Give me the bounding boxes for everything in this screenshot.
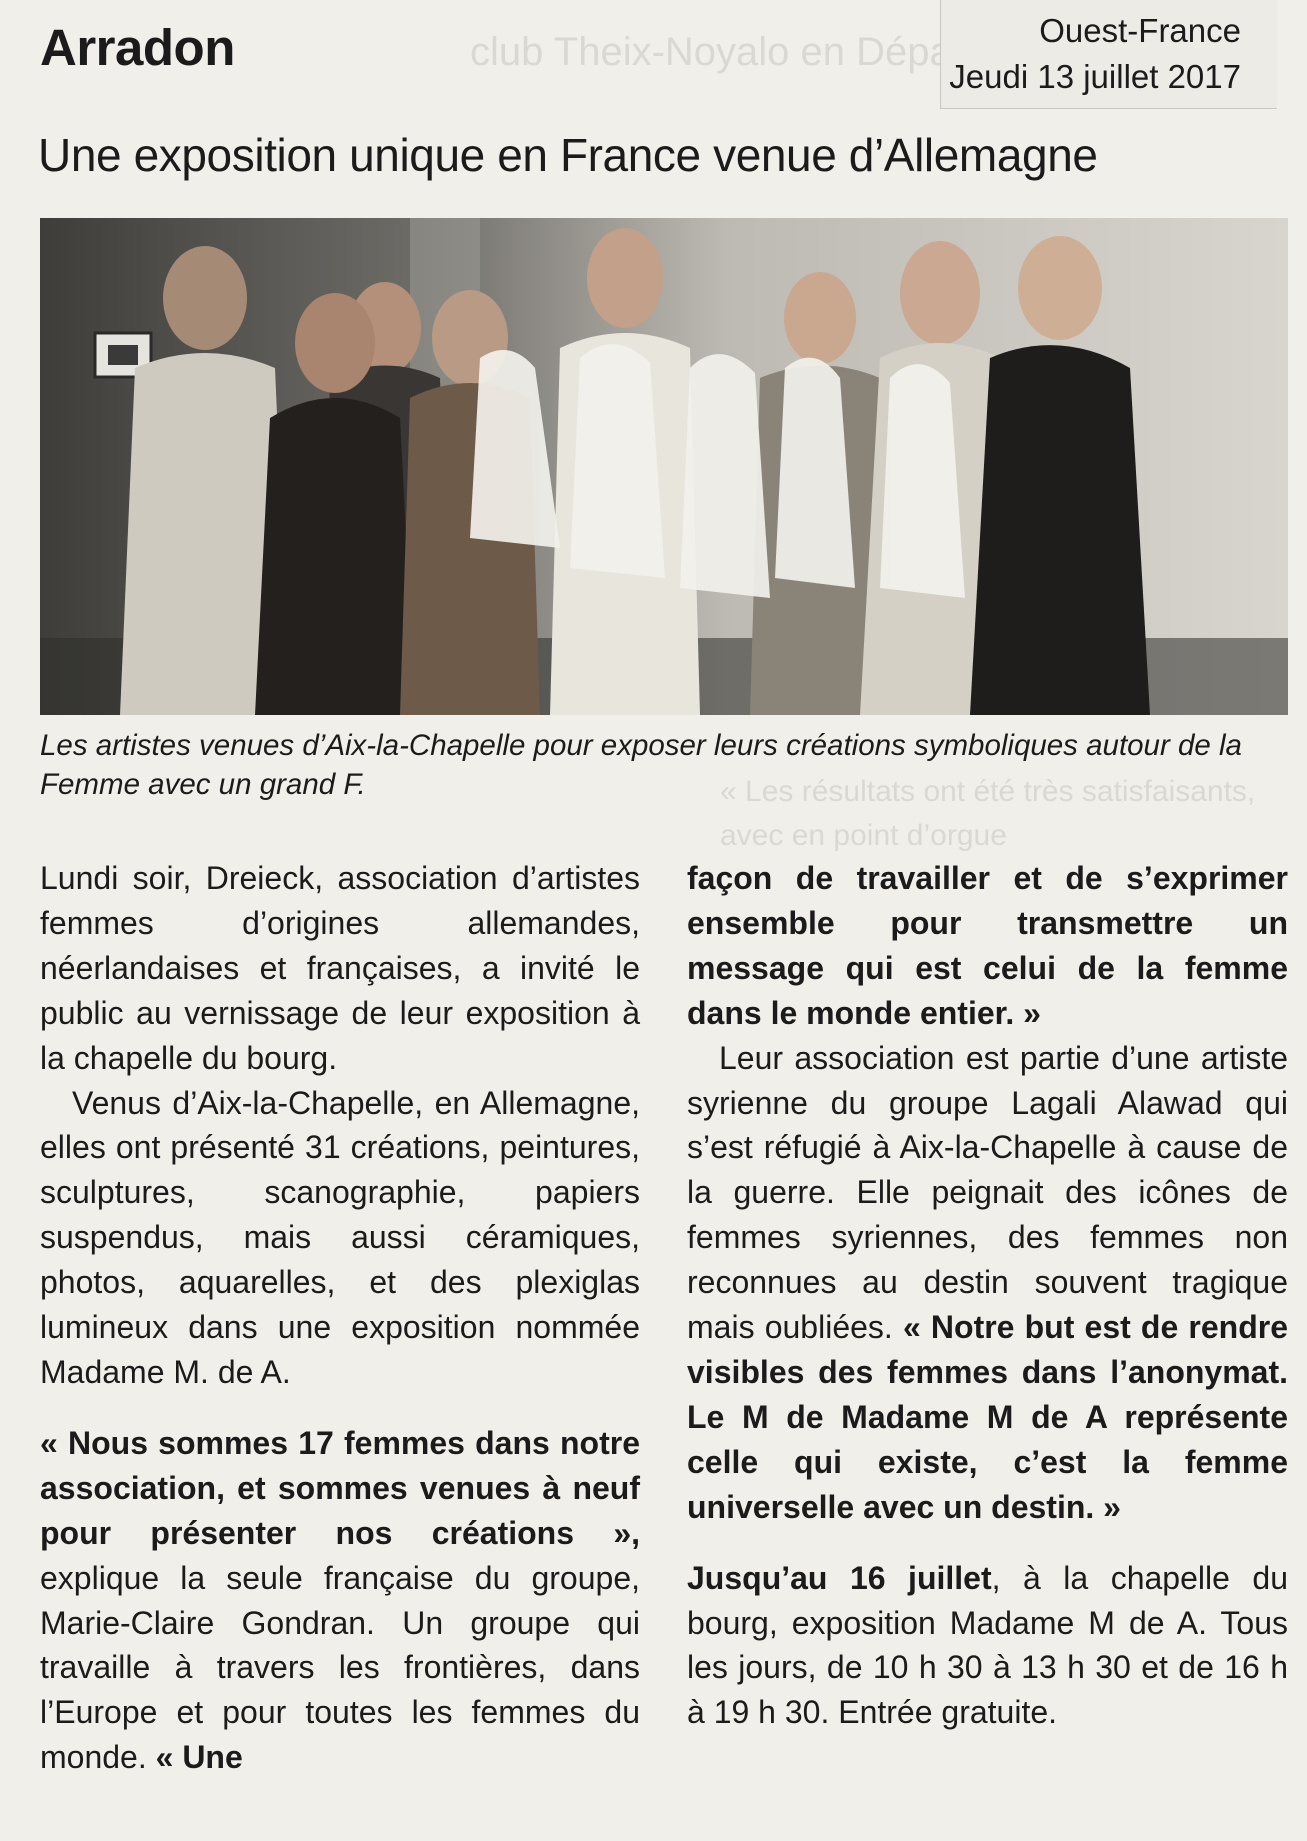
practical-info-text: , à la chapelle du bourg, exposition Madame M de A. Tous les jours, de 10 h 30 à 13 h 30 et de 16 h à 19 h 30. Entrée gratuite. xyxy=(687,1559,1289,1731)
source-date: Jeudi 13 juillet 2017 xyxy=(949,58,1241,95)
practical-info xyxy=(687,1556,1288,1736)
paragraph: Venus d’Aix-la-Chapelle, en Allemagne, elles ont présenté 31 créations, peintures, sculptures, scanographie, papiers suspendus, mais aussi céramiques, photos, aquarelles, et des plexiglas lumineux dans une exposition nommée Madame M. de A. xyxy=(40,1084,640,1390)
headline: Une exposition unique en France venue d’Allemagne xyxy=(38,129,1098,181)
bleed-through-text: club Theix-Noyalo en Départe xyxy=(470,30,999,74)
article-column-left xyxy=(40,856,640,1780)
quote-start: « Une xyxy=(155,1739,243,1776)
quote: « Notre but est de rendre visibles des femmes dans l’anonymat. Le M de Madame M de A représente celle qui existe, c’est la femme universelle avec un destin. » xyxy=(687,1309,1289,1525)
paragraph xyxy=(687,856,1288,1036)
source-box xyxy=(940,0,1277,109)
quote-continuation: façon de travailler et de s’exprimer ensemble pour transmettre un message qui est celui de la femme dans le monde entier. » xyxy=(687,860,1288,1031)
photo-caption: Les artistes venues d’Aix-la-Chapelle pour exposer leurs créations symboliques autour de la Femme avec un grand F. xyxy=(40,729,1242,801)
bleed-through-text: « Les résultats ont été très satisfaisants, avec en point d’orgue xyxy=(720,775,1256,852)
paragraph xyxy=(40,1421,640,1780)
source-label xyxy=(949,8,1241,100)
paragraph-text: Leur association est partie d’une artiste syrienne du groupe Lagali Alawad qui s’est réfugié à Aix-la-Chapelle à cause de la guerre. Elle peignait des icônes de femmes syriennes, des femmes non reconnues au destin souvent tragique mais oubliées. xyxy=(687,1039,1288,1346)
quote: « Nous sommes 17 femmes dans notre association, et sommes venues à neuf pour présenter nos créations », xyxy=(40,1424,640,1551)
source-name: Ouest-France xyxy=(1039,12,1241,49)
paragraph xyxy=(687,1036,1288,1530)
group-photo-icon xyxy=(40,218,1288,715)
date-highlight: Jusqu’au 16 juillet xyxy=(687,1559,992,1596)
paragraph-text: explique la seule française du groupe, Marie-Claire Gondran. Un groupe qui travaille à travers les frontières, dans l’Europe et pour toutes les femmes du monde. xyxy=(40,1559,640,1776)
article-photo xyxy=(40,218,1288,715)
article-column-right xyxy=(687,856,1288,1735)
paragraph: Lundi soir, Dreieck, association d’artistes femmes d’origines allemandes, néerlandaises et françaises, a invité le public au vernissage de leur exposition à la chapelle du bourg. xyxy=(40,860,640,1076)
section-title: Arradon xyxy=(40,19,235,76)
